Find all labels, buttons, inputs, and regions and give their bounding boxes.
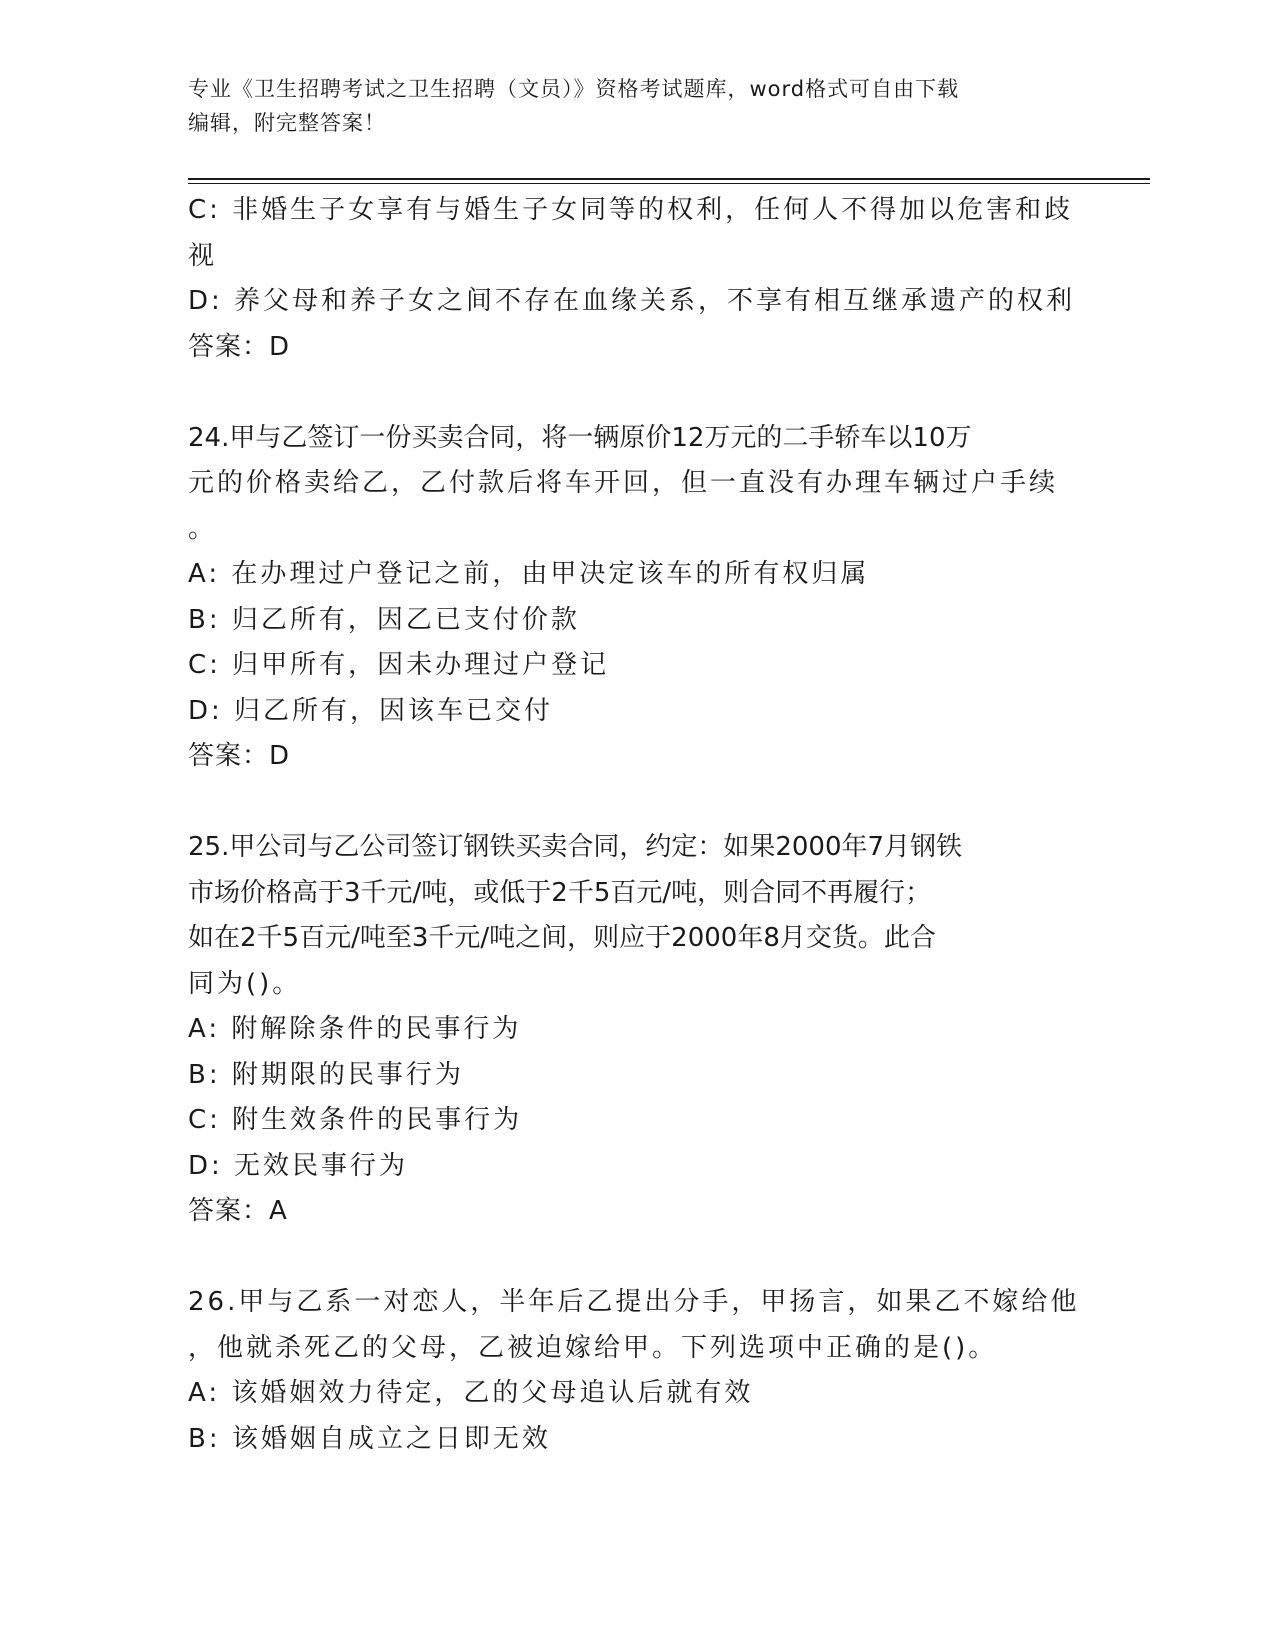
header-line-1: 专业《卫生招聘考试之卫生招聘（文员）》资格考试题库，word格式可自由下载 <box>188 77 960 101</box>
option-c: C: 附生效条件的民事行为 <box>188 1105 523 1135</box>
spacer <box>188 370 1068 416</box>
option-d: D: 无效民事行为 <box>188 1150 409 1181</box>
option-a: A: 在办理过户登记之前，由甲决定该车的所有权归属 <box>188 559 870 589</box>
question-text-line-4: 同为()。 <box>188 968 302 999</box>
option-d: D: 归乙所有，因该车已交付 <box>188 695 554 726</box>
header-line-2: 编辑，附完整答案！ <box>188 111 386 135</box>
option-a: A: 附解除条件的民事行为 <box>188 1014 522 1044</box>
question-content <box>188 188 1080 1462</box>
answer: 答案：D <box>188 331 291 362</box>
option-b: B: 该婚姻自成立之日即无效 <box>188 1423 551 1454</box>
option-c-line-1: C: 非婚生子女享有与婚生子女同等的权利，任何人不得加以危害和歧 <box>188 195 1074 225</box>
page-header <box>188 72 1068 140</box>
option-d: D: 养父母和养子女之间不存在血缘关系，不享有相互继承遗产的权利 <box>188 286 1076 316</box>
question-text-line-1: 24.甲与乙签订一份买卖合同，将一辆原价12万元的二手轿车以10万 <box>188 422 972 453</box>
option-c: C: 归甲所有，因未办理过户登记 <box>188 650 610 680</box>
question-25 <box>188 825 1068 1235</box>
option-b: B: 附期限的民事行为 <box>188 1059 464 1090</box>
question-24 <box>188 416 1068 780</box>
answer: 答案：D <box>188 741 291 771</box>
option-a: A: 该婚姻效力待定，乙的父母追认后就有效 <box>188 1378 754 1408</box>
header-divider-thick <box>188 178 1150 180</box>
question-text-line-3: 。 <box>188 513 218 544</box>
question-text-line-3: 如在2千5百元/吨至3千元/吨之间，则应于2000年8月交货。此合 <box>188 923 936 953</box>
answer: 答案：A <box>188 1196 288 1226</box>
question-text-line-1: 25.甲公司与乙公司签订钢铁买卖合同，约定：如果2000年7月钢铁 <box>188 832 963 862</box>
question-text-line-1: 26.甲与乙系一对恋人，半年后乙提出分手，甲扬言，如果乙不嫁给他 <box>188 1287 1080 1317</box>
previous-question-tail <box>188 188 1076 370</box>
spacer <box>188 1235 1068 1281</box>
spacer <box>188 780 1068 826</box>
question-text-line-2: 市场价格高于3千元/吨，或低于2千5百元/吨，则合同不再履行； <box>188 877 932 908</box>
header-divider-thin <box>188 183 1150 184</box>
question-text-line-2: 元的价格卖给乙，乙付款后将车开回，但一直没有办理车辆过户手续 <box>188 468 1059 498</box>
option-b: B: 归乙所有，因乙已支付价款 <box>188 604 580 635</box>
option-c-line-2: 视 <box>188 240 218 271</box>
question-26 <box>188 1280 1080 1462</box>
question-text-line-2: ，他就杀死乙的父母，乙被迫嫁给甲。下列选项中正确的是()。 <box>188 1332 998 1363</box>
